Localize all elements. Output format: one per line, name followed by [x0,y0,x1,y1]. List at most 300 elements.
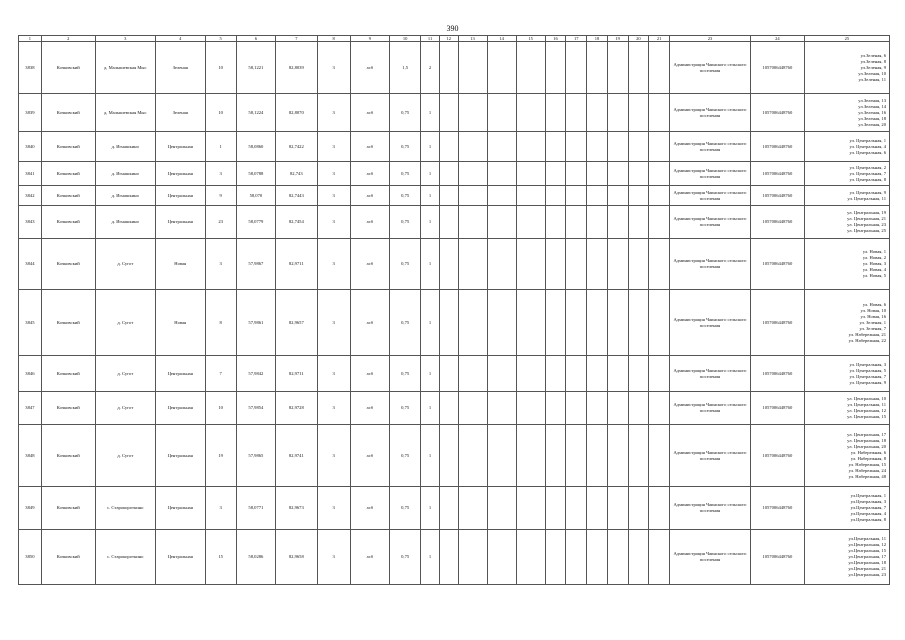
cell-empty [587,487,608,530]
cell-lat: 57,9854 [236,392,275,425]
cell-empty [487,94,516,132]
cell-empty [516,530,545,585]
cell-lat: 58,0286 [236,530,275,585]
served-address: ул. Центральная, 3 [849,361,886,367]
col-number: 16 [545,36,566,42]
served-address: ул. Центральная, 20 [847,443,886,449]
cell-cnt: 1 [421,392,440,425]
col-number: 8 [317,36,350,42]
cell-n1: 3 [317,487,350,530]
cell-empty [516,425,545,487]
served-address: ул. Центральная, 11 [847,402,886,407]
cell-empty [587,392,608,425]
cell-administration: Администрация Чаинского сельского поселения [670,132,751,162]
served-address: ул.Центральная, 21 [848,566,886,571]
cell-ogrn: 1057006448760 [750,290,804,356]
col-number: 17 [566,36,587,42]
cell-empty [649,186,670,206]
cell-empty [487,162,516,186]
cell-empty [607,94,628,132]
cell-served-addresses [804,94,889,132]
table-row [19,530,890,585]
cell-served-addresses [804,206,889,239]
cell-empty [566,530,587,585]
cell-administration: Администрация Чаинского сельского поселения [670,425,751,487]
cell-settlement: д. Сугот [95,239,155,290]
cell-settlement: д. Сугот [95,425,155,487]
cell-served-addresses [804,290,889,356]
served-address: ул. Новая, 5 [862,273,886,278]
cell-empty [628,356,649,392]
cell-empty [628,530,649,585]
cell-house: 3 [205,239,236,290]
col-number: 1 [19,36,42,42]
cell-id: 3845 [19,290,42,356]
col-number: 20 [628,36,649,42]
cell-empty [587,162,608,186]
served-address: ул. Центральная, 21 [847,216,886,221]
cell-lon: 82,743 [276,162,317,186]
cell-empty [649,530,670,585]
cell-street: Зеленая [155,94,205,132]
cell-id: 3844 [19,239,42,290]
cell-empty [545,290,566,356]
cell-lon: 82,9673 [276,487,317,530]
table-row [19,94,890,132]
cell-empty [458,425,487,487]
cell-cnt: 1 [421,94,440,132]
col-number: 10 [390,36,421,42]
cell-ogrn: 1057006448760 [750,132,804,162]
cell-empty [587,356,608,392]
cell-empty [516,94,545,132]
served-address: ул. Новая, 1 [862,249,886,254]
cell-empty [649,392,670,425]
cell-district: Кочковский [41,206,95,239]
cell-settlement: д. Игнашкино [95,162,155,186]
cell-lon: 82,9657 [276,290,317,356]
cell-empty [587,425,608,487]
cell-house: 10 [205,42,236,94]
cell-lat: 58,1224 [236,94,275,132]
cell-n1: 3 [317,206,350,239]
cell-ogrn: 1057006448760 [750,186,804,206]
col-number: 14 [487,36,516,42]
cell-cnt: 1 [421,487,440,530]
cell-lat: 57,9865 [236,425,275,487]
cell-house: 10 [205,94,236,132]
cell-empty [458,290,487,356]
cell-empty [487,239,516,290]
cell-served-addresses [804,42,889,94]
cell-empty [649,132,670,162]
served-address: ул. Центральная, 4 [849,143,886,149]
served-address: ул. Набережная, 21 [848,331,886,337]
served-address: ул. Центральная, 6 [849,149,886,155]
served-address: ул. Новая, 10 [860,307,886,313]
cell-street: Центральная [155,530,205,585]
cell-empty [487,206,516,239]
served-address: ул.Зеленая, 6 [860,52,886,58]
cell-empty [566,162,587,186]
cell-id: 3838 [19,42,42,94]
cell-empty [607,206,628,239]
served-address: ул.Зеленая, 8 [860,58,886,64]
table-row [19,425,890,487]
cell-empty [566,206,587,239]
cell-ogrn: 1057006448760 [750,356,804,392]
cell-cnt: 1 [421,186,440,206]
cell-empty [607,425,628,487]
cell-district: Кочковский [41,290,95,356]
cell-street: Новая [155,290,205,356]
cell-lat: 58,0779 [236,206,275,239]
cell-empty [545,530,566,585]
cell-empty [516,239,545,290]
cell-empty [628,239,649,290]
cell-n1: 3 [317,356,350,392]
cell-house: 9 [205,186,236,206]
cell-empty [566,425,587,487]
cell-ogrn: 1057006448760 [750,94,804,132]
cell-area: 1,5 [390,42,421,94]
cell-empty [516,290,545,356]
col-number: 23 [670,36,751,42]
cell-id: 3841 [19,162,42,186]
cell-settlement: д. Игнашкино [95,132,155,162]
cell-area: 0,75 [390,290,421,356]
served-address: ул.Центральная, 1 [850,493,886,498]
cell-lon: 82,9711 [276,239,317,290]
cell-empty [607,487,628,530]
cell-area: 0,75 [390,356,421,392]
cell-empty [516,487,545,530]
cell-empty [587,42,608,94]
served-address: ул. Новая, 16 [860,313,886,319]
cell-empty [607,186,628,206]
cell-house: 10 [205,392,236,425]
cell-district: Кочковский [41,94,95,132]
cell-id: 3847 [19,392,42,425]
cell-empty [487,132,516,162]
cell-cnt: 1 [421,132,440,162]
served-address: ул.Зеленая, 16 [858,109,886,115]
cell-empty [439,290,458,356]
served-address: ул. Набережная, 24 [848,467,886,473]
cell-empty [628,206,649,239]
cell-empty [458,132,487,162]
cell-n1: 3 [317,186,350,206]
cell-empty [587,132,608,162]
cell-id: 3839 [19,94,42,132]
cell-cnt: 1 [421,206,440,239]
cell-empty [545,162,566,186]
cell-empty [587,94,608,132]
cell-street: Центральная [155,186,205,206]
cell-n1: 3 [317,132,350,162]
cell-empty [458,239,487,290]
cell-empty [649,356,670,392]
cell-area: 0,75 [390,162,421,186]
cell-street: Зеленая [155,42,205,94]
served-address: ул. Центральная, 23 [847,222,886,227]
table-row [19,487,890,530]
cell-street: Центральная [155,132,205,162]
cell-lon: 82,9728 [276,392,317,425]
cell-house: 3 [205,487,236,530]
cell-empty [439,42,458,94]
cell-material: асб [350,239,389,290]
cell-material: асб [350,186,389,206]
cell-empty [439,94,458,132]
served-address: ул. Центральная, 11 [847,195,886,201]
cell-ogrn: 1057006448760 [750,206,804,239]
cell-lat: 58,0860 [236,132,275,162]
cell-empty [545,206,566,239]
cell-empty [439,186,458,206]
cell-empty [458,392,487,425]
cell-empty [458,356,487,392]
served-address: ул.Зеленая, 18 [858,115,886,121]
cell-empty [487,392,516,425]
cell-district: Кочковский [41,356,95,392]
cell-district: Кочковский [41,132,95,162]
cell-empty [458,42,487,94]
cell-ogrn: 1057006448760 [750,487,804,530]
cell-area: 0,75 [390,392,421,425]
served-address: ул. Центральная, 15 [847,414,886,419]
cell-district: Кочковский [41,487,95,530]
col-number: 7 [276,36,317,42]
cell-empty [566,290,587,356]
cell-cnt: 1 [421,530,440,585]
served-address: ул. Набережная, 22 [848,337,886,343]
col-number: 15 [516,36,545,42]
cell-n1: 3 [317,392,350,425]
cell-house: 3 [205,162,236,186]
cell-cnt: 1 [421,425,440,487]
cell-id: 3850 [19,530,42,585]
served-address: ул. Центральная, 10 [847,396,886,401]
col-number: 19 [607,36,628,42]
cell-district: Кочковский [41,42,95,94]
cell-empty [628,425,649,487]
cell-empty [566,356,587,392]
served-address: ул.Зеленая, 20 [858,121,886,127]
cell-served-addresses [804,487,889,530]
served-address: ул.Зеленая, 9 [860,64,886,70]
cell-served-addresses [804,392,889,425]
served-address: ул.Центральная, 11 [848,536,886,541]
cell-settlement: с. Старокороткино [95,530,155,585]
served-address: ул. Центральная, 1 [849,137,886,143]
cell-empty [545,487,566,530]
served-address: ул. Новая, 2 [862,255,886,260]
table-row [19,132,890,162]
cell-empty [487,530,516,585]
cell-empty [545,42,566,94]
cell-n1: 3 [317,530,350,585]
cell-served-addresses [804,239,889,290]
cell-empty [566,392,587,425]
cell-cnt: 1 [421,239,440,290]
cell-area: 0,75 [390,487,421,530]
cell-n1: 3 [317,290,350,356]
col-number: 24 [750,36,804,42]
cell-empty [566,487,587,530]
col-number: 5 [205,36,236,42]
col-number: 21 [649,36,670,42]
cell-empty [545,392,566,425]
cell-empty [566,42,587,94]
cell-n1: 3 [317,94,350,132]
served-address: ул.Центральная, 7 [850,505,886,510]
served-address: ул.Центральная, 4 [850,511,886,516]
cell-area: 0,75 [390,239,421,290]
cell-settlement: д. Сугот [95,356,155,392]
cell-district: Кочковский [41,425,95,487]
cell-ogrn: 1057006448760 [750,392,804,425]
cell-id: 3842 [19,186,42,206]
cell-empty [607,356,628,392]
cell-empty [628,94,649,132]
cell-empty [516,206,545,239]
cell-settlement: д. Малышевская Мыс [95,42,155,94]
cell-empty [545,186,566,206]
col-number: 25 [804,36,889,42]
cell-administration: Администрация Чаинского сельского поселения [670,392,751,425]
served-address: ул. Центральная, 9 [849,379,886,385]
cell-house: 1 [205,132,236,162]
cell-n1: 3 [317,42,350,94]
cell-empty [607,132,628,162]
served-address: ул.Центральная, 23 [848,572,886,577]
table-row [19,356,890,392]
cell-empty [566,186,587,206]
cell-street: Центральная [155,487,205,530]
cell-lon: 82,9711 [276,356,317,392]
cell-lon: 82,8070 [276,94,317,132]
cell-administration: Администрация Чаинского сельского поселения [670,487,751,530]
cell-material: асб [350,42,389,94]
cell-empty [628,162,649,186]
cell-empty [439,206,458,239]
cell-lon: 82,8039 [276,42,317,94]
cell-street: Центральная [155,392,205,425]
cell-empty [516,42,545,94]
cell-street: Новая [155,239,205,290]
cell-empty [607,530,628,585]
served-address: ул.Центральная, 12 [848,542,886,547]
served-address: ул. Набережная, 8 [850,455,886,461]
cell-served-addresses [804,186,889,206]
cell-ogrn: 1057006448760 [750,530,804,585]
cell-empty [607,239,628,290]
cell-empty [649,290,670,356]
table-row [19,186,890,206]
cell-material: асб [350,94,389,132]
cell-area: 0,75 [390,94,421,132]
cell-empty [487,42,516,94]
cell-empty [587,206,608,239]
cell-ogrn: 1057006448760 [750,425,804,487]
served-address: ул. Центральная, 18 [847,437,886,443]
cell-empty [516,186,545,206]
cell-material: асб [350,487,389,530]
col-number: 6 [236,36,275,42]
cell-empty [607,42,628,94]
cell-empty [566,132,587,162]
cell-lon: 82,9658 [276,530,317,585]
cell-ogrn: 1057006448760 [750,239,804,290]
cell-lat: 57,9867 [236,239,275,290]
cell-empty [628,392,649,425]
cell-served-addresses [804,162,889,186]
cell-id: 3843 [19,206,42,239]
served-address: ул. Центральная, 7 [849,170,886,176]
cell-empty [439,162,458,186]
cell-administration: Администрация Чаинского сельского поселения [670,186,751,206]
cell-empty [628,42,649,94]
cell-material: асб [350,206,389,239]
cell-settlement: д. Сугот [95,392,155,425]
cell-material: асб [350,290,389,356]
cell-empty [545,94,566,132]
cell-material: асб [350,132,389,162]
cell-area: 0,75 [390,186,421,206]
cell-served-addresses [804,425,889,487]
served-address: ул. Центральная, 19 [847,210,886,215]
cell-administration: Администрация Чаинского сельского поселения [670,42,751,94]
cell-ogrn: 1057006448760 [750,42,804,94]
cell-cnt: 1 [421,356,440,392]
served-address: ул.Центральная, 15 [848,548,886,553]
cell-empty [628,186,649,206]
cell-served-addresses [804,356,889,392]
cell-district: Кочковский [41,530,95,585]
served-address: ул. Набережная, 48 [848,473,886,479]
served-address: ул. Набережная, 6 [850,449,886,455]
col-number: 4 [155,36,205,42]
served-address: ул. Центральная, 25 [847,228,886,233]
cell-district: Кочковский [41,162,95,186]
served-address: ул. Зеленая, 1 [859,319,886,325]
cell-empty [628,487,649,530]
served-address: ул. Новая, 3 [862,261,886,266]
cell-administration: Администрация Чаинского сельского поселения [670,290,751,356]
register-table [18,35,890,585]
cell-empty [649,206,670,239]
cell-district: Кочковский [41,239,95,290]
cell-lat: 58,070 [236,186,275,206]
served-address: ул. Центральная, 5 [849,367,886,373]
cell-settlement: д. Игнашкино [95,186,155,206]
cell-administration: Администрация Чаинского сельского поселения [670,206,751,239]
served-address: ул.Центральная, 3 [850,499,886,504]
cell-area: 0,75 [390,425,421,487]
cell-empty [487,425,516,487]
cell-house: 23 [205,206,236,239]
cell-settlement: д. Игнашкино [95,206,155,239]
cell-empty [545,132,566,162]
cell-empty [439,487,458,530]
served-address: ул. Центральная, 9 [849,189,886,195]
cell-empty [439,392,458,425]
cell-n1: 3 [317,162,350,186]
cell-settlement: д. Малышевская Мыс [95,94,155,132]
served-address: ул.Зеленая, 10 [858,70,886,76]
cell-empty [587,239,608,290]
